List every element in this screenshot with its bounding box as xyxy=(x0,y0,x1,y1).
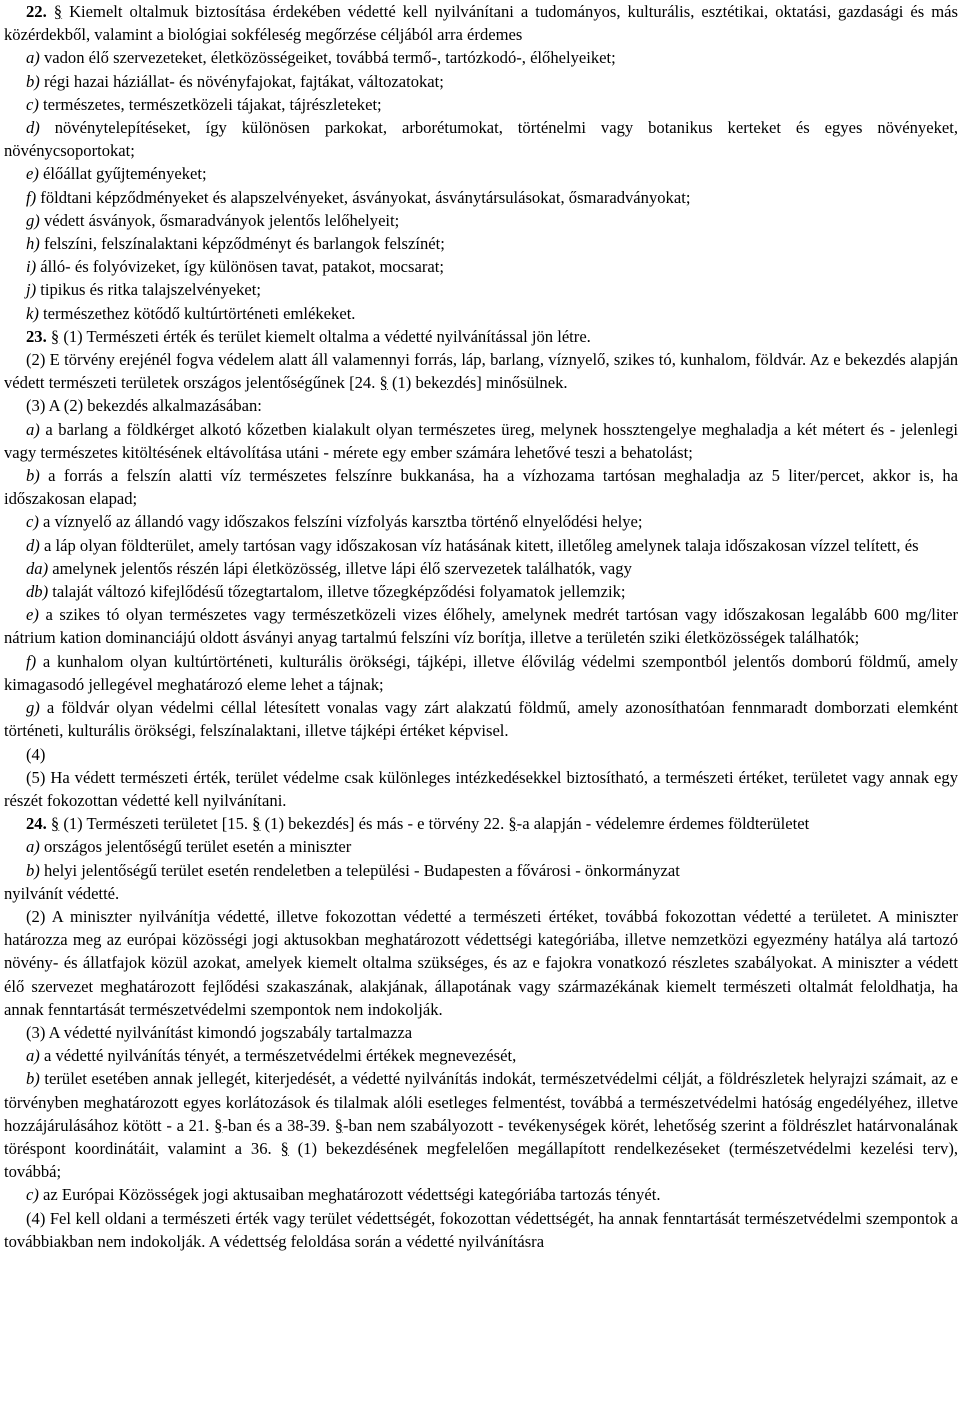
paragraph-text: vadon élő szervezeteket, életközösségeiket, továbbá termő-, tartózkodó-, élőhelyeiket; xyxy=(39,48,616,68)
section-number: 24. xyxy=(26,814,47,834)
paragraph xyxy=(4,278,958,301)
paragraph-text: (1) bekezdés] minősülnek. xyxy=(387,373,568,393)
section-sign: § xyxy=(50,326,60,346)
section-sign: § xyxy=(53,2,63,21)
paragraph xyxy=(4,696,958,742)
paragraph xyxy=(4,557,958,580)
paragraph xyxy=(4,70,958,93)
paragraph xyxy=(4,1021,958,1044)
paragraph-text: a barlang a földkérget alkotó kőzetben kialakult olyan természetes üreg, melynek hossztengelye meghaladja a két métert és - jelenlegi vagy természetes kitöltésének eltávolítása utáni - mérete egy ember számára lehetővé teszi a behatolást; xyxy=(4,419,958,462)
list-marker: db) xyxy=(26,582,49,602)
paragraph-text: a kunhalom olyan kultúrtörténeti, kulturális örökségi, tájképi, illetve élővilág védelmi szempontból jelentős domború földmű, amely kimagasodó jellegével meghatározó eleme lehet a tájnak; xyxy=(4,651,958,694)
paragraph xyxy=(4,510,958,533)
paragraph-text: álló- és folyóvizeket, így különösen tavat, patakot, mocsarat; xyxy=(36,257,444,277)
list-marker: f) xyxy=(26,651,37,671)
list-marker: b) xyxy=(26,860,40,880)
paragraph-text: (1) bekezdés] és más - e törvény 22. xyxy=(260,814,509,834)
paragraph-text: földtani képződményeket és alapszelvényeket, ásványokat, ásványtársulásokat, ősmaradványokat; xyxy=(36,187,691,207)
section-number: 23. xyxy=(26,326,47,346)
list-marker: k) xyxy=(26,303,39,323)
paragraph-text: (1) bekezdésének megfelelően megállapított rendelkezéseket (természetvédelmi kezelési terv), továbbá; xyxy=(4,1138,958,1182)
paragraph xyxy=(4,93,958,116)
paragraph xyxy=(4,882,958,905)
list-marker: a) xyxy=(26,837,40,857)
paragraph xyxy=(4,162,958,185)
paragraph-text: -ban nem szabályozott - tevékenységek körét, lehetőség szerint a földrészlet határvonalának töréspont koordinátáit, valamint a 36. xyxy=(4,1115,958,1158)
paragraph-text: növénytelepítéseket, így különösen parkokat, arborétumokat, történelmi vagy botanikus kerteket és egyes növényeket, növénycsoportokat; xyxy=(4,118,958,161)
paragraph xyxy=(4,905,958,1021)
paragraph-text: talaját változó kifejlődésű tőzegtartalom, illetve tőzegképződési folyamatok jellemzik; xyxy=(48,582,626,602)
list-marker: e) xyxy=(26,605,39,625)
paragraph xyxy=(4,650,958,696)
paragraph-text: régi hazai háziállat- és növényfajokat, fajtákat, változatokat; xyxy=(39,71,444,91)
list-marker: f) xyxy=(26,187,37,207)
paragraph-text: nyilvánít védetté. xyxy=(4,883,120,903)
list-marker: c) xyxy=(26,512,39,532)
paragraph xyxy=(4,835,958,858)
paragraph-text: védett ásványok, ősmaradványok jelentős lelőhelyeit; xyxy=(39,210,400,230)
document-body xyxy=(4,0,958,1253)
list-marker: b) xyxy=(26,71,40,91)
paragraph xyxy=(4,766,958,812)
section-sign: § xyxy=(50,814,60,834)
paragraph-text: a védetté nyilvánítás tényét, a természetvédelmi értékek megnevezését, xyxy=(39,1046,517,1066)
paragraph-text: (2) A miniszter nyilvánítja védetté, illetve fokozottan védetté a természeti értéket, továbbá fokozottan védetté a területet. A miniszter határozza meg az európai közösségi jogi aktusokban meghatározott védettségi kategóriába, illetve nemzetközi egyezmény hatálya alá tartozó növény- és állatfajok közül azokat, amelyek kiemelt oltalma szükséges, és az e fajokra vonatkozó részletes szabályokat. A miniszter a védett élő szervezet meghatározott fejlődési szakaszának, alakjának, állapotának vagy származékának kiemelt természeti oltalmát feloldhatja, ha annak fenntartását természetvédelmi szempontok nem indokolják. xyxy=(4,906,958,1019)
paragraph-text: amelynek jelentős részén lápi életközösség, illetve lápi élő szervezetek találhatók, vagy xyxy=(48,558,632,578)
paragraph xyxy=(4,255,958,278)
paragraph xyxy=(4,209,958,232)
paragraph-text: országos jelentőségű terület esetén a miniszter xyxy=(39,837,352,857)
list-marker: g) xyxy=(26,210,40,230)
paragraph-text: (4) Fel kell oldani a természeti érték vagy terület védettségét, fokozottan védettségét, ha annak fenntartását természetvédelmi szempontok a továbbiakban nem indokolják. A védettség feloldása során a védetté nyilvánításra xyxy=(4,1208,958,1251)
list-marker: h) xyxy=(26,234,40,254)
paragraph-text: (1) Természeti érték és terület kiemelt oltalma a védetté nyilvánítással jön létre. xyxy=(59,326,591,346)
list-marker: a) xyxy=(26,1046,40,1066)
section-sign: § xyxy=(280,1138,289,1158)
list-marker: b) xyxy=(26,466,40,486)
paragraph-text: a láp olyan földterület, amely tartósan vagy időszakosan víz hatásának kitett, illetőleg amelynek talaja időszakosan vízzel telített, és xyxy=(39,535,919,555)
paragraph xyxy=(4,418,958,464)
paragraph-text xyxy=(47,2,54,21)
list-marker: i) xyxy=(26,257,37,277)
paragraph xyxy=(4,464,958,510)
section-sign: § xyxy=(214,1115,223,1135)
paragraph xyxy=(4,603,958,649)
paragraph xyxy=(4,1044,958,1067)
list-marker: b) xyxy=(26,1069,40,1089)
paragraph-text: -a alapján - védelemre érdemes földterületet xyxy=(516,814,810,834)
paragraph xyxy=(4,348,958,394)
paragraph-text: (3) A (2) bekezdés alkalmazásában: xyxy=(26,396,262,416)
paragraph xyxy=(4,186,958,209)
paragraph xyxy=(4,1067,958,1183)
paragraph-text: a földvár olyan védelmi céllal létesített vonalas vagy zárt alakzatú földmű, amely azonosíthatóan fennmaradt domborzati elemként történeti, kulturális örökségi, felszínalaktani, illetve tájképi értéket képvisel. xyxy=(4,698,958,741)
paragraph-text: terület esetében annak jellegét, kiterjedését, a védetté nyilvánítás indokát, természetvédelmi célját, a földrészletek helyrajzi számait, az e törvényben meghatározott egyes korlátozások és tilalmak alóli esetleges felmentést, továbbá a természetvédelmi hatóság engedélyéhez, illetve hozzájárulásához kötött - a 21. xyxy=(4,1069,958,1135)
paragraph xyxy=(4,116,958,162)
list-marker: e) xyxy=(26,164,39,184)
paragraph xyxy=(4,46,958,69)
list-marker: j) xyxy=(26,280,37,300)
paragraph xyxy=(4,812,958,835)
paragraph xyxy=(4,1207,958,1253)
paragraph xyxy=(4,232,958,255)
section-sign: § xyxy=(508,814,517,834)
paragraph xyxy=(4,1183,958,1206)
section-sign: § xyxy=(334,1115,343,1135)
paragraph xyxy=(4,534,958,557)
list-marker: d) xyxy=(26,118,40,138)
section-number: 22. xyxy=(26,2,47,21)
list-marker: a) xyxy=(26,419,40,439)
paragraph xyxy=(4,580,958,603)
paragraph-text: élőállat gyűjteményeket; xyxy=(38,164,207,184)
paragraph-text: tipikus és ritka talajszelvényeket; xyxy=(36,280,262,300)
paragraph xyxy=(4,325,958,348)
paragraph xyxy=(4,743,958,766)
paragraph-text: Kiemelt oltalmuk biztosítása érdekében védetté kell nyilvánítani a tudományos, kulturális, esztétikai, oktatási, gazdasági és más közérdekből, valamint a biológiai sokféleség megőrzése céljából arra érdemes xyxy=(4,2,958,45)
section-sign: § xyxy=(379,373,388,393)
paragraph-text: természetes, természetközeli tájakat, tájrészleteket; xyxy=(38,94,382,114)
paragraph-text: felszíni, felszínalaktani képződményt és barlangok felszínét; xyxy=(39,234,445,254)
paragraph xyxy=(4,302,958,325)
paragraph-text: (2) E törvény erejénél fogva védelem alatt áll valamennyi forrás, láp, barlang, víznyelő, szikes tó, kunhalom, földvár. Az e bekezdés alapján védett természeti területek országos jelentőségűnek [24. xyxy=(4,350,958,393)
paragraph-text: a forrás a felszín alatti víz természetes felszínre bukkanása, ha a vízhozama tartósan meghaladja az 5 liter/percet, akkor is, ha időszakosan elapad; xyxy=(4,466,958,509)
section-sign: § xyxy=(252,814,261,834)
paragraph-text: -ban és a 38-39. xyxy=(222,1115,335,1135)
paragraph xyxy=(4,0,958,46)
list-marker: d) xyxy=(26,535,40,555)
list-marker: g) xyxy=(26,698,40,718)
paragraph-text: a szikes tó olyan természetes vagy természetközeli vizes élőhely, amelynek medrét tartósan vagy időszakosan legalább 600 mg/liter nátrium kation dominanciájú oldott ásványi anyag tartalmú felszíni víz borítja, illetve a területén sziki életközösségek találhatók; xyxy=(4,605,958,648)
paragraph-text: (4) xyxy=(26,744,46,764)
list-marker: a) xyxy=(26,48,40,68)
list-marker: c) xyxy=(26,1185,39,1205)
paragraph-text: a víznyelő az állandó vagy időszakos felszíni vízfolyás karsztba történő elnyelődési helye; xyxy=(38,512,643,532)
paragraph xyxy=(4,859,958,882)
paragraph xyxy=(4,394,958,417)
paragraph-text: helyi jelentőségű terület esetén rendeletben a települési - Budapesten a fővárosi - önkormányzat xyxy=(39,860,680,880)
paragraph-text: természethez kötődő kultúrtörténeti emlékeket. xyxy=(38,303,356,323)
paragraph-text: (1) Természeti területet [15. xyxy=(59,814,253,834)
list-marker: da) xyxy=(26,558,49,578)
list-marker: c) xyxy=(26,94,39,114)
paragraph-text: (3) A védetté nyilvánítást kimondó jogszabály tartalmazza xyxy=(26,1022,413,1042)
paragraph-text: az Európai Közösségek jogi aktusaiban meghatározott védettségi kategóriába tartozás tényét. xyxy=(38,1185,661,1205)
paragraph-text: (5) Ha védett természeti érték, terület védelme csak különleges intézkedésekkel biztosítható, a természeti értéket, területet vagy annak egy részét fokozottan védetté kell nyilvánítani. xyxy=(4,767,958,810)
